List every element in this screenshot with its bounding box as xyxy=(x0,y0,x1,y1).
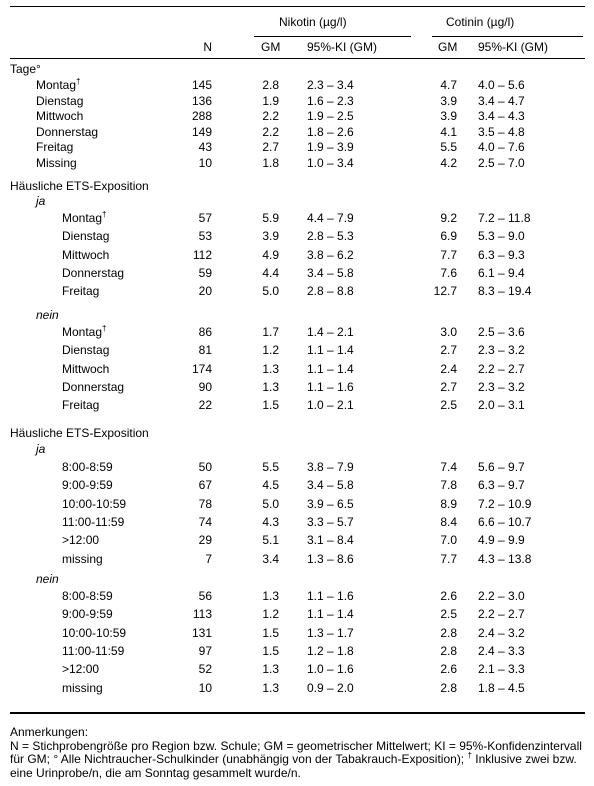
section-title: Häusliche ETS-Exposition xyxy=(10,179,149,193)
cell-cotinin-ki: 2.5 – 7.0 xyxy=(478,155,525,170)
row-label-text: 10:00-10:59 xyxy=(62,625,127,640)
row-label xyxy=(62,497,126,511)
cell-n: 145 xyxy=(191,78,212,92)
cell-cotinin-gm: 7.7 xyxy=(440,551,457,566)
row-label xyxy=(36,140,73,154)
cell-nikotin-gm: 5.5 xyxy=(262,460,279,474)
cell-nikotin-gm: 1.3 xyxy=(262,589,279,603)
cell-nikotin-ki: 1.9 – 2.5 xyxy=(307,109,354,123)
row-label xyxy=(62,343,109,357)
cell-cotinin-ki: 4.0 – 5.6 xyxy=(478,78,525,92)
cell-cotinin-gm: 2.4 xyxy=(440,361,457,376)
cell-n: 288 xyxy=(191,109,212,123)
row-label xyxy=(62,552,103,566)
cell-nikotin-gm: 2.8 xyxy=(262,78,279,92)
row-label-text: 9:00-9:59 xyxy=(62,607,113,622)
cell-nikotin-ki: 3.1 – 8.4 xyxy=(307,533,354,548)
cell-nikotin-ki: 1.3 – 1.7 xyxy=(307,625,354,640)
cell-nikotin-ki: 1.0 – 2.1 xyxy=(307,398,354,413)
section-title: Tage° xyxy=(10,62,41,76)
row-label-text: Dienstag xyxy=(62,229,110,244)
cell-nikotin-ki: 1.9 – 3.9 xyxy=(307,140,354,154)
cell-nikotin-ki: 3.8 – 7.9 xyxy=(307,460,354,474)
cell-nikotin-gm: 4.5 xyxy=(262,478,279,493)
cell-nikotin-gm: 1.3 xyxy=(262,680,279,695)
cell-nikotin-gm: 5.0 xyxy=(262,284,279,299)
col-header-nikotin-ki: 95%-KI (GM) xyxy=(307,40,378,54)
row-label-text: 10:00-10:59 xyxy=(62,496,127,511)
cell-n: 53 xyxy=(198,229,212,244)
cell-cotinin-gm: 9.2 xyxy=(440,211,457,225)
row-label-text: missing xyxy=(62,551,103,566)
cell-cotinin-gm: 8.4 xyxy=(440,514,457,529)
cell-n: 22 xyxy=(198,398,212,413)
cell-n: 74 xyxy=(198,514,212,529)
cell-nikotin-gm: 2.2 xyxy=(262,109,279,123)
cell-nikotin-ki: 1.4 – 2.1 xyxy=(307,325,354,339)
row-label-text: 11:00-11:59 xyxy=(62,643,125,658)
cell-nikotin-ki: 3.4 – 5.8 xyxy=(307,478,354,493)
cell-n: 10 xyxy=(198,155,212,170)
cell-cotinin-gm: 3.9 xyxy=(440,109,457,123)
row-label-text: Dienstag xyxy=(62,343,110,358)
row-label xyxy=(62,266,124,280)
cell-cotinin-gm: 12.7 xyxy=(433,284,457,299)
cell-nikotin-gm: 5.0 xyxy=(262,496,279,511)
cell-cotinin-ki: 2.2 – 2.7 xyxy=(478,361,525,376)
row-label-text: Montag xyxy=(62,325,103,339)
row-label xyxy=(36,125,98,139)
row-label xyxy=(36,94,83,108)
cell-n: 7 xyxy=(205,551,212,566)
cell-n: 136 xyxy=(191,93,212,108)
row-label xyxy=(62,478,113,492)
cell-nikotin-gm: 1.5 xyxy=(262,643,279,658)
cell-nikotin-ki: 3.3 – 5.7 xyxy=(307,514,354,529)
cell-nikotin-gm: 1.3 xyxy=(262,662,279,677)
row-label-text: Donnerstag xyxy=(62,379,125,394)
cell-nikotin-gm: 1.3 xyxy=(262,361,279,376)
cell-nikotin-gm: 1.5 xyxy=(262,625,279,640)
dagger-mark: † xyxy=(467,751,472,760)
cell-nikotin-ki: 2.8 – 8.8 xyxy=(307,284,354,299)
cell-cotinin-gm: 5.5 xyxy=(440,140,457,154)
cell-nikotin-ki: 3.9 – 6.5 xyxy=(307,496,354,511)
row-label xyxy=(62,681,103,695)
row-label-text: Mittwoch xyxy=(36,109,84,123)
subgroup-label: nein xyxy=(36,308,59,322)
notes-line1: N = Stichprobengröße pro Region bzw. Schule; GM = geometrischer Mittelwert; KI = 95%-Konfidenzintervall für GM; ° Alle Nichtraucher-Schulkinder (unabhängig von der Tabakrauch-Exposition); xyxy=(10,738,582,766)
cell-n: 78 xyxy=(198,496,212,511)
cell-n: 52 xyxy=(198,662,212,677)
col-header-n: N xyxy=(203,40,212,54)
row-label-text: Montag xyxy=(62,211,103,225)
dagger-mark: † xyxy=(102,324,107,333)
row-label-text: Missing xyxy=(36,155,77,170)
cell-cotinin-ki: 6.1 – 9.4 xyxy=(478,265,525,280)
row-label-text: Montag xyxy=(36,78,77,92)
cell-n: 59 xyxy=(198,265,212,280)
cell-cotinin-ki: 5.3 – 9.0 xyxy=(478,229,525,244)
row-label xyxy=(62,515,124,529)
cell-cotinin-ki: 4.9 – 9.9 xyxy=(478,533,525,548)
cell-n: 29 xyxy=(198,533,212,548)
cell-cotinin-ki: 2.3 – 3.2 xyxy=(478,379,525,394)
subgroup-label: nein xyxy=(36,572,59,586)
cell-cotinin-gm: 3.0 xyxy=(440,325,457,339)
row-label xyxy=(62,589,113,603)
notes-title: Anmerkungen: xyxy=(10,725,89,739)
row-label-text: 11:00-11:59 xyxy=(62,514,125,529)
cell-cotinin-ki: 5.6 – 9.7 xyxy=(478,460,525,474)
cell-n: 56 xyxy=(198,589,212,603)
row-label xyxy=(62,644,124,658)
cell-cotinin-gm: 3.9 xyxy=(440,93,457,108)
row-label xyxy=(62,380,124,394)
cell-nikotin-ki: 1.1 – 1.6 xyxy=(307,379,354,394)
header-bottom-rule xyxy=(10,58,585,59)
cell-cotinin-ki: 8.3 – 19.4 xyxy=(478,284,532,299)
cell-n: 10 xyxy=(198,680,212,695)
cell-n: 57 xyxy=(198,211,212,225)
cell-cotinin-ki: 2.1 – 3.3 xyxy=(478,662,525,677)
cell-nikotin-gm: 1.5 xyxy=(262,398,279,413)
section-title: Häusliche ETS-Exposition xyxy=(10,426,149,440)
row-label-text: missing xyxy=(62,680,103,695)
row-label xyxy=(62,284,99,298)
cell-nikotin-ki: 3.4 – 5.8 xyxy=(307,265,354,280)
cell-cotinin-ki: 6.3 – 9.7 xyxy=(478,478,525,493)
row-label-text: Donnerstag xyxy=(62,265,125,280)
cell-nikotin-ki: 1.1 – 1.4 xyxy=(307,343,354,358)
cell-cotinin-ki: 7.2 – 11.8 xyxy=(478,211,531,225)
cell-cotinin-ki: 7.2 – 10.9 xyxy=(478,496,532,511)
cell-n: 86 xyxy=(198,325,212,339)
cotinin-underline xyxy=(432,36,583,37)
row-label-text: Mittwoch xyxy=(62,361,110,376)
cotinin-group-header: Cotinin (µg/l) xyxy=(446,15,515,29)
cell-cotinin-gm: 2.8 xyxy=(440,680,457,695)
cell-cotinin-ki: 4.3 – 13.8 xyxy=(478,551,532,566)
dagger-mark: † xyxy=(102,210,107,219)
cell-n: 131 xyxy=(191,625,212,640)
cell-nikotin-gm: 1.2 xyxy=(262,607,279,622)
subgroup-label: ja xyxy=(36,442,46,456)
notes-text xyxy=(10,740,585,781)
cell-cotinin-ki: 2.0 – 3.1 xyxy=(478,398,525,413)
cell-nikotin-gm: 3.9 xyxy=(262,229,279,244)
row-label-text: Freitag xyxy=(62,398,100,413)
dagger-mark: † xyxy=(76,77,81,86)
row-label-text: Mittwoch xyxy=(62,247,110,262)
row-label xyxy=(62,248,109,262)
cell-n: 67 xyxy=(198,478,212,493)
cell-cotinin-gm: 2.8 xyxy=(440,643,457,658)
row-label-text: 8:00-8:59 xyxy=(62,589,113,603)
cell-cotinin-ki: 2.3 – 3.2 xyxy=(478,343,525,358)
notes-line2: Inklusive zwei bzw. eine Urinprobe/n, die am Sonntag gesammelt wurde/n. xyxy=(10,752,577,780)
cell-nikotin-gm: 5.1 xyxy=(262,533,279,548)
cell-nikotin-gm: 4.3 xyxy=(262,514,279,529)
cell-n: 112 xyxy=(192,247,212,262)
cell-nikotin-ki: 2.3 – 3.4 xyxy=(307,78,354,92)
top-rule xyxy=(10,6,585,7)
col-header-nikotin-gm: GM xyxy=(261,40,281,54)
cell-cotinin-gm: 6.9 xyxy=(440,229,457,244)
cell-nikotin-ki: 1.0 – 3.4 xyxy=(307,155,354,170)
cell-nikotin-gm: 5.9 xyxy=(262,211,279,225)
cell-nikotin-ki: 1.8 – 2.6 xyxy=(307,124,354,139)
cell-cotinin-ki: 3.4 – 4.7 xyxy=(478,93,525,108)
cell-cotinin-gm: 2.6 xyxy=(440,662,457,677)
row-label xyxy=(62,325,106,339)
cell-cotinin-gm: 2.6 xyxy=(440,589,457,603)
cell-nikotin-ki: 1.2 – 1.8 xyxy=(307,643,354,658)
cell-n: 43 xyxy=(198,140,212,154)
cell-nikotin-ki: 4.4 – 7.9 xyxy=(307,211,354,225)
cell-cotinin-gm: 2.7 xyxy=(440,379,457,394)
cell-nikotin-ki: 1.1 – 1.4 xyxy=(307,361,354,376)
cell-cotinin-gm: 7.0 xyxy=(440,533,457,548)
cell-n: 20 xyxy=(198,284,212,299)
cell-cotinin-ki: 3.4 – 4.3 xyxy=(478,109,525,123)
cell-nikotin-gm: 3.4 xyxy=(262,551,279,566)
table-bottom-rule xyxy=(10,712,585,714)
col-header-cotinin-gm: GM xyxy=(438,40,458,54)
row-label xyxy=(62,460,113,474)
cell-cotinin-gm: 4.7 xyxy=(440,78,457,92)
cell-cotinin-gm: 2.7 xyxy=(440,343,457,358)
row-label-text: Dienstag xyxy=(36,93,84,108)
cell-cotinin-gm: 2.8 xyxy=(440,625,457,640)
cell-n: 81 xyxy=(198,343,212,358)
cell-cotinin-gm: 7.4 xyxy=(440,460,457,474)
cell-nikotin-ki: 1.0 – 1.6 xyxy=(307,662,354,677)
cell-n: 149 xyxy=(191,124,212,139)
cell-n: 97 xyxy=(198,643,212,658)
cell-cotinin-ki: 6.3 – 9.3 xyxy=(478,247,525,262)
cell-cotinin-gm: 7.6 xyxy=(440,265,457,280)
row-label xyxy=(36,156,77,170)
row-label xyxy=(62,362,109,376)
cell-nikotin-gm: 1.9 xyxy=(262,93,279,108)
cell-cotinin-ki: 3.5 – 4.8 xyxy=(478,124,525,139)
cell-n: 50 xyxy=(198,460,212,474)
cell-nikotin-ki: 1.3 – 8.6 xyxy=(307,551,354,566)
cell-cotinin-gm: 7.7 xyxy=(440,247,457,262)
row-label xyxy=(62,662,99,676)
nikotin-underline xyxy=(254,36,411,37)
row-label-text: 8:00-8:59 xyxy=(62,460,113,474)
row-label-text: Donnerstag xyxy=(36,124,99,139)
cell-cotinin-ki: 2.2 – 2.7 xyxy=(478,607,525,622)
cell-nikotin-ki: 0.9 – 2.0 xyxy=(307,680,354,695)
row-label xyxy=(36,109,83,123)
cell-cotinin-gm: 7.8 xyxy=(440,478,457,493)
row-label-text: >12:00 xyxy=(62,662,100,677)
cell-nikotin-ki: 3.8 – 6.2 xyxy=(307,247,354,262)
row-label xyxy=(62,626,126,640)
row-label-text: Freitag xyxy=(62,284,100,299)
cell-nikotin-gm: 1.2 xyxy=(262,343,279,358)
row-label-text: >12:00 xyxy=(62,533,100,548)
cell-cotinin-gm: 2.5 xyxy=(440,607,457,622)
row-label xyxy=(62,229,109,243)
cell-nikotin-gm: 4.9 xyxy=(262,247,279,262)
cell-cotinin-gm: 4.2 xyxy=(440,155,457,170)
cell-cotinin-gm: 2.5 xyxy=(440,398,457,413)
cell-cotinin-gm: 4.1 xyxy=(440,124,457,139)
cell-nikotin-gm: 1.7 xyxy=(262,325,279,339)
cell-cotinin-ki: 2.2 – 3.0 xyxy=(478,589,525,603)
cell-cotinin-ki: 4.0 – 7.6 xyxy=(478,140,525,154)
cell-nikotin-ki: 1.6 – 2.3 xyxy=(307,93,354,108)
subgroup-label: ja xyxy=(36,194,46,208)
table-notes xyxy=(10,726,585,780)
row-label-text: 9:00-9:59 xyxy=(62,478,113,493)
cell-nikotin-gm: 4.4 xyxy=(262,265,279,280)
cell-cotinin-ki: 2.4 – 3.3 xyxy=(478,643,525,658)
row-label xyxy=(62,398,99,412)
row-label xyxy=(62,211,106,225)
cell-cotinin-ki: 6.6 – 10.7 xyxy=(478,514,532,529)
cell-nikotin-gm: 1.8 xyxy=(262,155,279,170)
row-label xyxy=(62,607,113,621)
row-label-text: Freitag xyxy=(36,140,74,154)
cell-nikotin-ki: 1.1 – 1.6 xyxy=(307,589,354,603)
cell-nikotin-ki: 2.8 – 5.3 xyxy=(307,229,354,244)
cell-cotinin-ki: 2.5 – 3.6 xyxy=(478,325,525,339)
col-header-cotinin-ki: 95%-KI (GM) xyxy=(478,40,549,54)
cell-nikotin-ki: 1.1 – 1.4 xyxy=(307,607,354,622)
cell-n: 113 xyxy=(192,607,212,622)
cell-cotinin-ki: 2.4 – 3.2 xyxy=(478,625,525,640)
cell-nikotin-gm: 1.3 xyxy=(262,379,279,394)
row-label xyxy=(36,78,80,92)
cell-cotinin-gm: 8.9 xyxy=(440,496,457,511)
cell-n: 90 xyxy=(198,379,212,394)
nikotin-group-header: Nikotin (µg/l) xyxy=(279,15,347,29)
cell-cotinin-ki: 1.8 – 4.5 xyxy=(478,680,525,695)
row-label xyxy=(62,533,99,547)
cell-nikotin-gm: 2.7 xyxy=(262,140,279,154)
cell-nikotin-gm: 2.2 xyxy=(262,124,279,139)
cell-n: 174 xyxy=(191,361,212,376)
